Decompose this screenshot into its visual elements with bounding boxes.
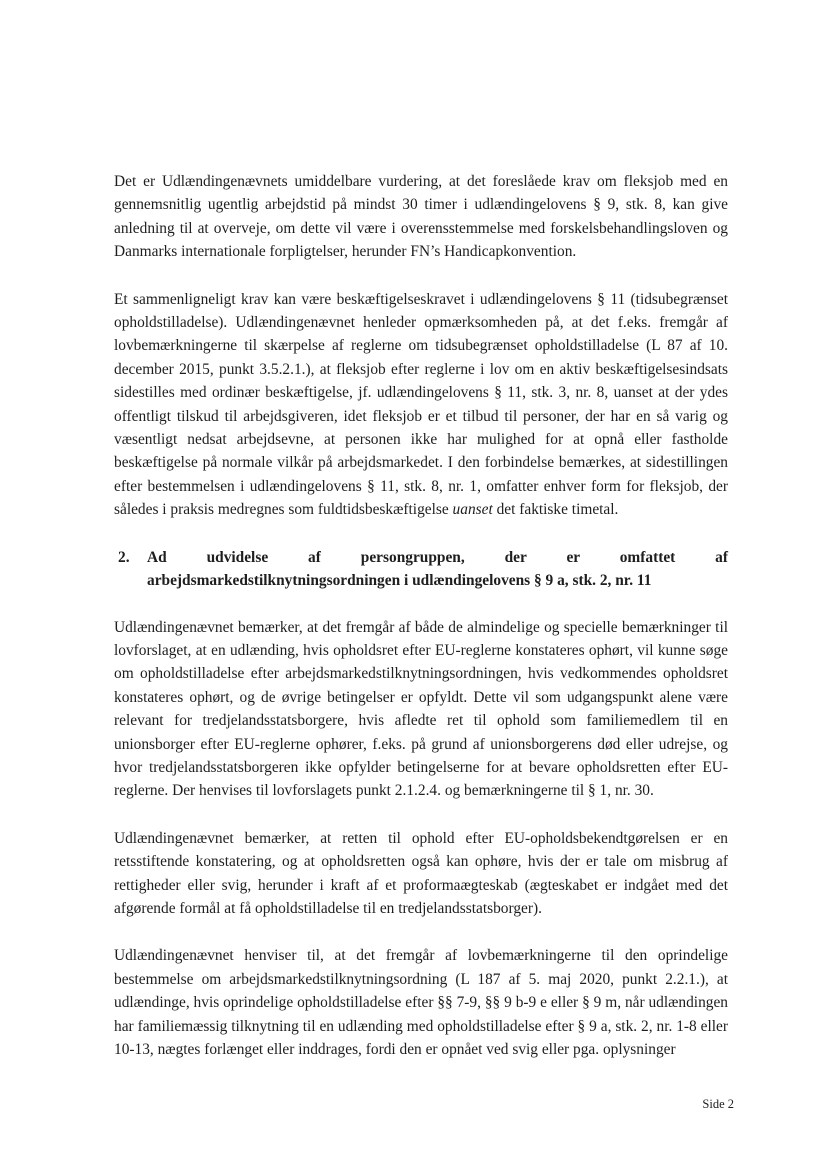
document-body bbox=[114, 170, 728, 1085]
section-title: Ad udvidelse af persongruppen, der er omfattet af arbejdsmarkedstilknytningsordningen i udlændingelovens § 9 a, stk. 2, nr. 11 bbox=[147, 548, 728, 590]
section-number: 2. bbox=[118, 548, 130, 566]
paragraph-2-emphasis: uanset bbox=[452, 501, 493, 519]
paragraph-2 bbox=[114, 288, 728, 522]
paragraph-1: Det er Udlændingenævnets umiddelbare vurdering, at det foreslåede krav om fleksjob med en gennemsnitlig ugentlig arbejdstid på mindst 30 timer i udlændingelovens § 9, stk. 8, kan give anledning til at overveje, om dette vil være i overensstemmelse med forskelsbehandlingsloven og Danmarks internationale forpligtelser, herunder FN’s Handicapkonvention. bbox=[114, 173, 728, 261]
paragraph-3: Udlændingenævnet bemærker, at det fremgår af både de almindelige og specielle bemærkninger til lovforslaget, at en udlænding, hvis opholdsret efter EU-reglerne konstateres ophørt, vil kunne søge om opholdstilladelse efter arbejdsmarkedstilknytningsordningen, hvis vedkommendes opholdsret konstateres ophørt, og de øvrige betingelser er opfyldt. Dette vil som udgangspunkt alene være relevant for tredjelandsstatsborgere, hvis afledte ret til ophold som familiemedlem til en unionsborger efter EU-reglerne ophører, f.eks. på grund af unionsborgerens død eller udrejse, og hvor tredjelandsstatsborgeren ikke opfylder betingelserne for at bevare opholdsretten efter EU-reglerne. Der henvises til lovforslagets punkt 2.1.2.4. og bemærkningerne til § 1, nr. 30. bbox=[114, 618, 728, 800]
paragraph-2-text-end: det faktiske timetal. bbox=[492, 501, 619, 519]
paragraph-5: Udlændingenævnet henviser til, at det fremgår af lovbemærkningerne til den oprindelige bestemmelse om arbejdsmarkedstilknytningsordning (L 187 af 5. maj 2020, punkt 2.2.1.), at udlændinge, hvis oprindelige opholdstilladelse efter §§ 7-9, §§ 9 b-9 e eller § 9 m, når udlændingen har familiemæssig tilknytning til en udlænding med opholdstilladelse efter § 9 a, stk. 2, nr. 1-8 eller 10-13, nægtes forlænget eller inddrages, fordi den er opnået ved svig eller pga. oplysninger bbox=[114, 947, 728, 1058]
paragraph-4: Udlændingenævnet bemærker, at retten til ophold efter EU-opholdsbekendtgørelsen er en retsstiftende konstatering, og at opholdsretten også kan ophøre, hvis der er tale om misbrug af rettigheder eller svig, herunder i kraft af et proformaægteskab (ægteskabet er indgået med det afgørende formål at få opholdstilladelse til en tredjelandsstatsborger). bbox=[114, 829, 728, 917]
section-heading bbox=[114, 546, 728, 593]
paragraph-2-text: Et sammenligneligt krav kan være beskæftigelseskravet i udlændingelovens § 11 (tidsubegrænset opholdstilladelse). Udlændingenævnet henleder opmærksomheden på, at det f.eks. fremgår af lovbemærkningerne til skærpelse af reglerne om tidsubegrænset opholdstilladelse (L 87 af 10. december 2015, punkt 3.5.2.1.), at fleksjob efter reglerne i lov om en aktiv beskæftigelsesindsats sidestilles med ordinær beskæftigelse, jf. udlændingelovens § 11, stk. 3, nr. 8, uanset at der ydes offentligt tilskud til arbejdsgiveren, idet fleksjob er et tilbud til personer, der har en så varig og væsentligt nedsat arbejdsevne, at personen ikke har mulighed for at opnå eller fastholde beskæftigelse på normale vilkår på arbejdsmarkedet. I den forbindelse bemærkes, at sidestillingen efter bestemmelsen i udlændingelovens § 11, stk. 8, nr. 1, omfatter enhver form for fleksjob, der således i praksis medregnes som fuldtidsbeskæftigelse bbox=[114, 290, 728, 519]
page-number: Side 2 bbox=[702, 1097, 734, 1111]
